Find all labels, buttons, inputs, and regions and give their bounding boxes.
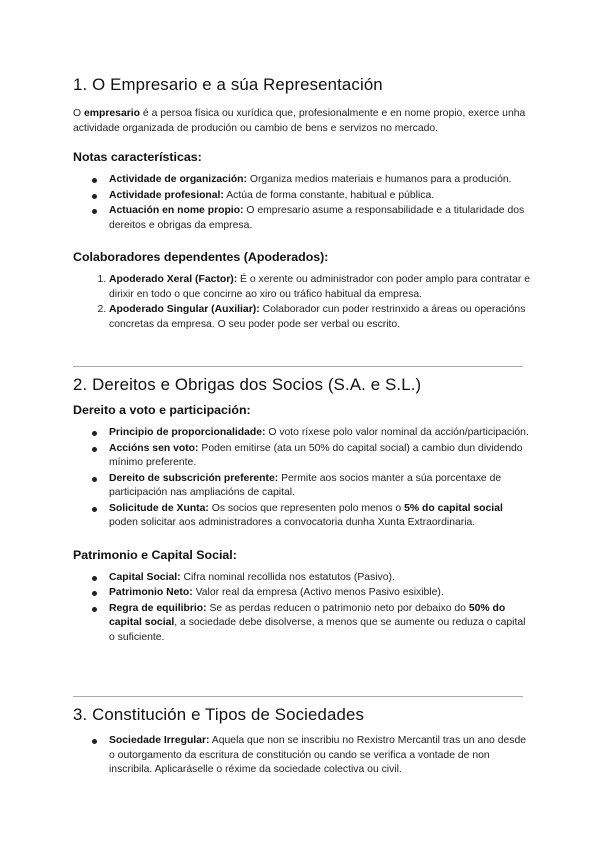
list-item: Capital Social: Cifra nominal recollida nos estatutos (Pasivo). (109, 571, 533, 586)
bold-term: Solicitude de Xunta: (109, 502, 209, 514)
vote-heading: Dereito a voto e participación: (73, 403, 251, 417)
bold-term: Accións sen voto: (109, 442, 199, 454)
bold-term: 50% do capital social (109, 602, 506, 628)
bold-term: Apoderado Singular (Auxiliar): (109, 304, 260, 315)
list-item: 1. Apoderado Xeral (Factor): É o xerente ou administrador con poder amplo para contratar e dirixir en todo o que concirne ao xiro ou tráfico habitual da empresa. (109, 273, 533, 302)
bold-term: Capital Social: (109, 571, 181, 583)
bold-term: Actuación en nome propio: (109, 205, 244, 216)
bold-term: Regra de equilibrio: (109, 602, 207, 614)
section-2-title: 2. Dereitos e Obrigas dos Socios (S.A. e S.L.) (73, 375, 422, 394)
list-item: Patrimonio Neto: Valor real da empresa (Activo menos Pasivo esixible). (109, 586, 533, 601)
bold-term: empresario (83, 108, 141, 119)
bold-term: Actividade profesional: (109, 189, 224, 201)
list-item: Regra de equilibrio: Se as perdas reducen o patrimonio neto por debaixo do 50% do capital social, a sociedade debe disolverse, a menos que se aumente ou reduza o capital o suficiente. (109, 602, 533, 646)
bold-term: Principio de proporcionalidade: (109, 427, 266, 438)
bold-term: Dereito de subscrición preferente: (109, 472, 279, 484)
list-item: Accións sen voto: Poden emitirse (ata un 50% do capital social) a cambio dun dividendo mínimo preferente. (109, 442, 533, 471)
notes-heading: Notas características: (73, 150, 202, 164)
section-2 (73, 375, 533, 646)
types-list (73, 734, 533, 778)
list-item: Actividade de organización: Organiza medios materiais e humanos para a produción. (109, 173, 533, 188)
collaborators-list (73, 273, 533, 332)
list-item: Dereito de subscrición preferente: Permite aos socios manter a súa porcentaxe de participación nas ampliacións de capital. (109, 472, 533, 501)
list-item: 2. Apoderado Singular (Auxiliar): Colaborador cun poder restrinxido a áreas ou operacións concretas da empresa. O seu poder pode ser verbal ou escrito. (109, 303, 533, 332)
capital-heading: Patrimonio e Capital Social: (73, 547, 237, 562)
section-3 (73, 705, 533, 779)
list-item: Actuación en nome propio: O empresario asume a responsabilidade e a titularidade dos dereitos e obrigas da empresa. (109, 204, 533, 233)
bold-term: Apoderado Xeral (Factor): (109, 274, 238, 285)
section-1-title: 1. O Empresario e a súa Representación (73, 75, 383, 94)
divider-2 (73, 696, 523, 697)
bold-term: Actividade de organización: (109, 174, 247, 185)
section-1 (73, 75, 533, 333)
bold-term: Sociedade Irregular: (109, 735, 210, 746)
list-item: Sociedade Irregular: Aquela que non se inscribiu no Rexistro Mercantil tras un ano desde o outorgamento da escritura de constitución ou cando se verifica a vontade de non inscribila. Aplicaráselle o réxime da sociedade colectiva ou civil. (109, 734, 533, 778)
capital-list (73, 571, 533, 646)
list-item: Principio de proporcionalidade: O voto ríxese polo valor nominal da acción/participación. (109, 426, 533, 441)
list-item: Solicitude de Xunta: Os socios que representen polo menos o 5% do capital social poden solicitar aos administradores a convocatoria dunha Xunta Extraordinaria. (109, 502, 533, 531)
section-1-intro: O empresario é a persoa física ou xurídica que, profesionalmente e en nome propio, exerce unha actividade organizada de produción ou cambio de bens e servizos no mercado. (73, 108, 526, 134)
bold-term: 5% do capital social (404, 502, 503, 514)
list-item: Actividade profesional: Actúa de forma constante, habitual e pública. (109, 189, 533, 204)
bold-term: Patrimonio Neto: (109, 587, 193, 598)
vote-list (73, 426, 533, 531)
collaborators-heading: Colaboradores dependentes (Apoderados): (73, 250, 329, 264)
notes-list (73, 173, 533, 233)
divider-1 (73, 366, 523, 367)
section-3-title: 3. Constitución e Tipos de Sociedades (73, 705, 365, 724)
